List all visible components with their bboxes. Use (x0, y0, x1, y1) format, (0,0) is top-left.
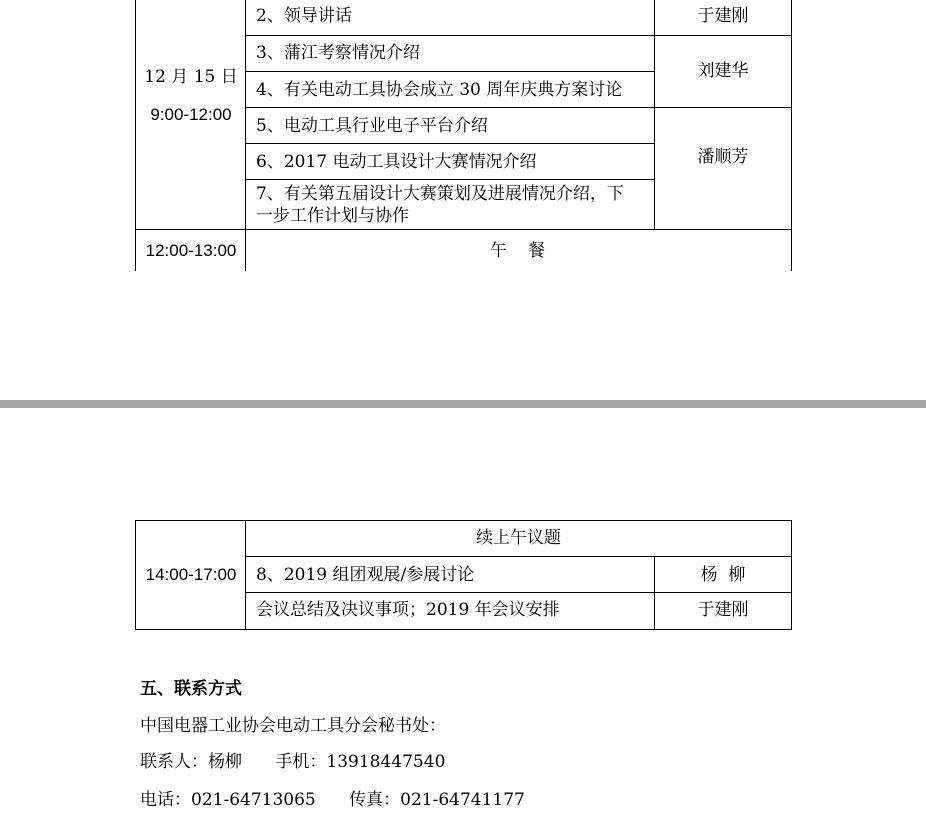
agenda-item-4: 4、有关电动工具协会成立 30 周年庆典方案讨论 (245, 71, 655, 108)
agenda-item-5: 5、电动工具行业电子平台介绍 (245, 107, 655, 144)
speaker-cell-5 (654, 592, 792, 630)
speaker-cell-2 (654, 35, 792, 108)
page-top (0, 0, 926, 400)
speaker-cell-1 (654, 0, 792, 35)
agenda-item-6: 6、2017 电动工具设计大赛情况介绍 (245, 143, 655, 180)
time-date: 12 月 15 日 (144, 67, 238, 87)
speaker-cell-3 (654, 107, 792, 230)
speaker-name: 杨 柳 (700, 565, 746, 585)
agenda-item-7: 7、有关第五届设计大赛策划及进展情况介绍，下 一步工作计划与协作 (245, 179, 655, 230)
time-cell-morning (135, 0, 246, 230)
speaker-name: 潘顺芳 (697, 147, 749, 167)
contact-phone-line (140, 785, 525, 810)
speaker-name: 于建刚 (697, 6, 749, 26)
agenda-item-3: 3、蒲江考察情况介绍 (245, 35, 655, 72)
contact-heading: 五、联系方式 (140, 679, 242, 699)
contact-fax: 传真：021-64741177 (349, 790, 525, 810)
speaker-name: 刘建华 (697, 61, 749, 81)
contact-phone: 电话：021-64713065 (140, 790, 316, 810)
speaker-name: 于建刚 (697, 600, 749, 620)
speaker-cell-4 (654, 556, 792, 593)
time-range: 9:00-12:00 (150, 105, 232, 124)
page-bottom (0, 408, 926, 818)
contact-org: 中国电器工业协会电动工具分会秘书处： (140, 716, 446, 736)
page-separator (0, 400, 926, 408)
contact-person: 联系人：杨柳 (140, 752, 242, 772)
continued-cell: 续上午议题 (245, 520, 792, 557)
lunch-cell: 午 餐 (245, 229, 792, 271)
contact-mobile: 手机：13918447540 (275, 752, 446, 772)
agenda-item-8: 8、2019 组团观展/参展讨论 (245, 556, 655, 593)
lunch-time-cell: 12:00-13:00 (135, 229, 246, 271)
contact-person-line (140, 747, 445, 772)
time-cell-afternoon: 14:00-17:00 (135, 520, 246, 630)
agenda-item-summary: 会议总结及决议事项；2019 年会议安排 (245, 592, 655, 630)
agenda-item-2: 2、领导讲话 (245, 0, 655, 35)
